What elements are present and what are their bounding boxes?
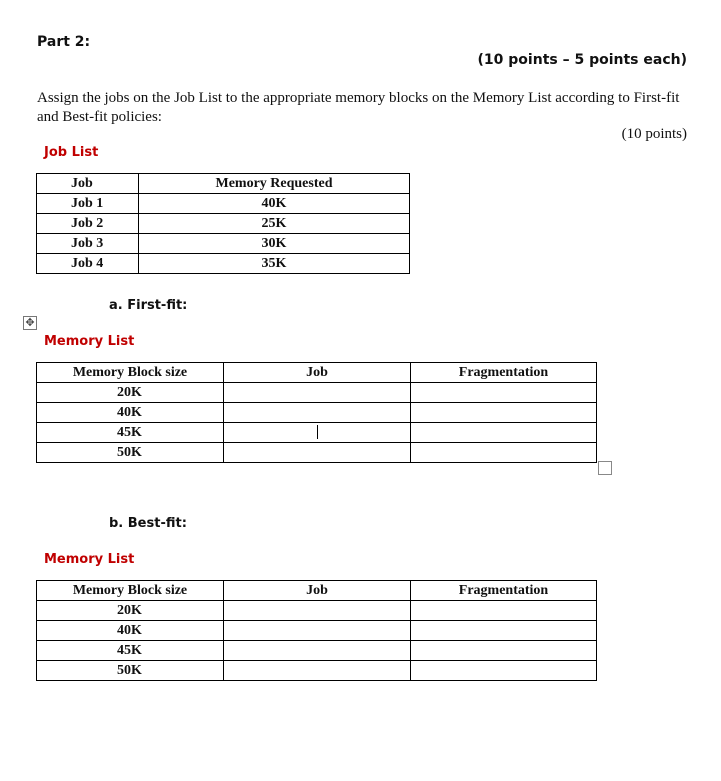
header-job: Job: [224, 581, 411, 601]
fragmentation-input-cell[interactable]: [411, 661, 597, 681]
job-input-cell[interactable]: [224, 403, 411, 423]
header-fragmentation: Fragmentation: [411, 363, 597, 383]
job-list-label: Job List: [44, 145, 99, 160]
job-input-cell[interactable]: [224, 641, 411, 661]
best-fit-memory-list-label: Memory List: [44, 552, 135, 567]
table-row: [37, 214, 410, 234]
table-row: [37, 641, 597, 661]
points-label: (10 points): [621, 126, 687, 142]
block-size-cell: 45K: [37, 641, 224, 661]
job-input-cell[interactable]: [224, 383, 411, 403]
table-row: [37, 194, 410, 214]
header-memory-block-size: Memory Block size: [37, 581, 224, 601]
resize-icon[interactable]: [598, 461, 612, 475]
table-row: [37, 403, 597, 423]
fragmentation-input-cell[interactable]: [411, 443, 597, 463]
block-size-cell: 40K: [37, 621, 224, 641]
text-cursor: [317, 425, 318, 439]
first-fit-table: [36, 362, 597, 463]
first-fit-memory-list-label: Memory List: [44, 334, 135, 349]
job-input-cell[interactable]: [224, 601, 411, 621]
table-header-row: [37, 581, 597, 601]
fragmentation-input-cell[interactable]: [411, 403, 597, 423]
table-row: [37, 443, 597, 463]
header-job: Job: [37, 174, 139, 194]
job-cell: Job 3: [37, 234, 139, 254]
memory-cell: 30K: [139, 234, 410, 254]
fragmentation-input-cell[interactable]: [411, 601, 597, 621]
memory-cell: 25K: [139, 214, 410, 234]
table-row: [37, 601, 597, 621]
memory-cell: 40K: [139, 194, 410, 214]
table-header-row: [37, 363, 597, 383]
table-row: [37, 234, 410, 254]
table-row: [37, 621, 597, 641]
job-list-table: [36, 173, 410, 274]
block-size-cell: 50K: [37, 443, 224, 463]
job-cell: Job 2: [37, 214, 139, 234]
table-row: [37, 661, 597, 681]
block-size-cell: 50K: [37, 661, 224, 681]
part-title: Part 2:: [37, 34, 91, 50]
header-memory-block-size: Memory Block size: [37, 363, 224, 383]
header-memory-requested: Memory Requested: [139, 174, 410, 194]
table-row: [37, 383, 597, 403]
job-input-cell[interactable]: [224, 621, 411, 641]
block-size-cell: 40K: [37, 403, 224, 423]
header-job: Job: [224, 363, 411, 383]
fragmentation-input-cell[interactable]: [411, 621, 597, 641]
table-header-row: [37, 174, 410, 194]
points-each: (10 points – 5 points each): [477, 52, 687, 68]
table-row: [37, 254, 410, 274]
block-size-cell: 45K: [37, 423, 224, 443]
block-size-cell: 20K: [37, 383, 224, 403]
block-size-cell: 20K: [37, 601, 224, 621]
fragmentation-input-cell[interactable]: [411, 423, 597, 443]
job-input-cell[interactable]: [224, 443, 411, 463]
move-icon[interactable]: ✥: [23, 316, 37, 330]
instructions: Assign the jobs on the Job List to the appropriate memory blocks on the Memory List according to First-fit and Best-fit policies:: [37, 90, 680, 125]
memory-cell: 35K: [139, 254, 410, 274]
fragmentation-input-cell[interactable]: [411, 641, 597, 661]
header-fragmentation: Fragmentation: [411, 581, 597, 601]
job-cell: Job 1: [37, 194, 139, 214]
first-fit-heading: a. First-fit:: [109, 298, 188, 313]
best-fit-heading: b. Best-fit:: [109, 516, 187, 531]
fragmentation-input-cell[interactable]: [411, 383, 597, 403]
job-cell: Job 4: [37, 254, 139, 274]
best-fit-table: [36, 580, 597, 681]
job-input-cell[interactable]: [224, 661, 411, 681]
